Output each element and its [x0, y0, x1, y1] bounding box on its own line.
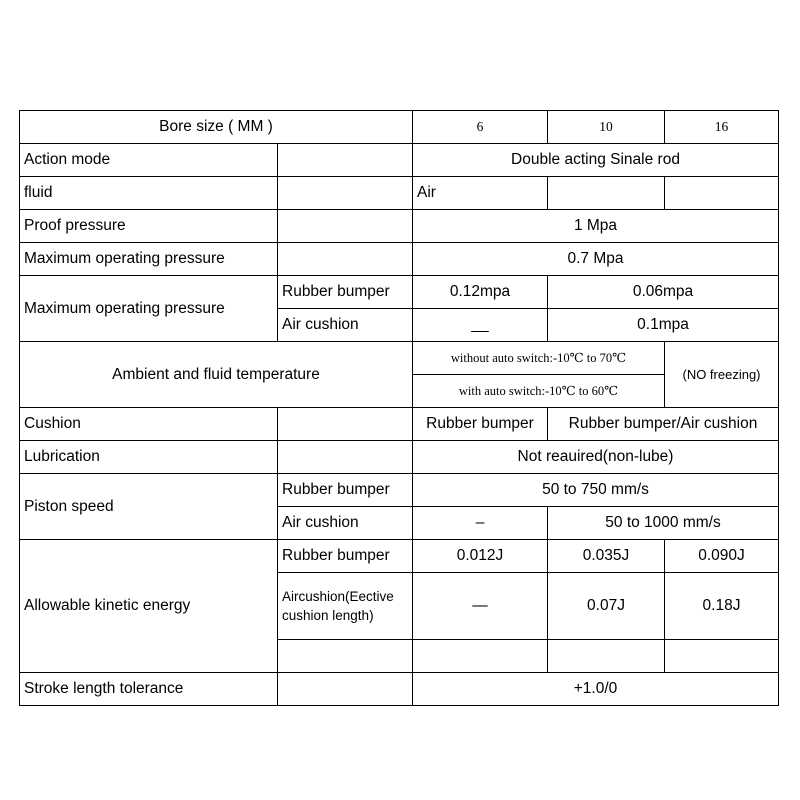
kinetic-rubber-16: 0.090J	[665, 540, 779, 573]
piston-speed-rubber-value: 50 to 750 mm/s	[413, 474, 779, 507]
stroke-tolerance-label: Stroke length tolerance	[20, 673, 278, 706]
empty-cell	[665, 640, 779, 673]
bore-6: 6	[413, 111, 548, 144]
empty-cell	[548, 177, 665, 210]
op-pressure-rubber-10-16: 0.06mpa	[548, 276, 779, 309]
op-pressure-air-label: Air cushion	[278, 309, 413, 342]
proof-pressure-label: Proof pressure	[20, 210, 278, 243]
empty-cell	[278, 408, 413, 441]
kinetic-rubber-row	[20, 540, 779, 573]
op-pressure-rubber-row	[20, 276, 779, 309]
kinetic-air-10: 0.07J	[548, 573, 665, 640]
kinetic-rubber-10: 0.035J	[548, 540, 665, 573]
bore-10: 10	[548, 111, 665, 144]
cushion-row	[20, 408, 779, 441]
lubrication-value: Not reauired(non-lube)	[413, 441, 779, 474]
proof-pressure-row	[20, 210, 779, 243]
kinetic-rubber-6: 0.012J	[413, 540, 548, 573]
kinetic-air-6: —	[413, 573, 548, 640]
spec-table	[19, 110, 779, 706]
empty-cell	[278, 640, 413, 673]
kinetic-air-label: Aircushion(Eective cushion length)	[278, 573, 413, 640]
max-operating-pressure-row	[20, 243, 779, 276]
op-pressure-label: Maximum operating pressure	[20, 276, 278, 342]
temperature-row-1	[20, 342, 779, 375]
temperature-label: Ambient and fluid temperature	[20, 342, 413, 408]
cushion-label: Cushion	[20, 408, 278, 441]
temperature-with-switch: with auto switch:-10℃ to 60℃	[413, 375, 665, 408]
action-mode-label: Action mode	[20, 144, 278, 177]
empty-cell	[278, 441, 413, 474]
op-pressure-air-10-16: 0.1mpa	[548, 309, 779, 342]
cushion-10-16: Rubber bumper/Air cushion	[548, 408, 779, 441]
bore-16: 16	[665, 111, 779, 144]
piston-speed-air-10-16: 50 to 1000 mm/s	[548, 507, 779, 540]
op-pressure-air-6: __	[413, 309, 548, 342]
empty-cell	[278, 144, 413, 177]
fluid-label: fluid	[20, 177, 278, 210]
piston-speed-rubber-row	[20, 474, 779, 507]
empty-cell	[278, 177, 413, 210]
empty-cell	[413, 640, 548, 673]
lubrication-row	[20, 441, 779, 474]
empty-cell	[665, 177, 779, 210]
stroke-tolerance-value: +1.0/0	[413, 673, 779, 706]
cushion-6: Rubber bumper	[413, 408, 548, 441]
empty-cell	[548, 640, 665, 673]
lubrication-label: Lubrication	[20, 441, 278, 474]
bore-size-row	[20, 111, 779, 144]
piston-speed-label: Piston speed	[20, 474, 278, 540]
empty-cell	[278, 673, 413, 706]
temperature-note: (NO freezing)	[665, 342, 779, 408]
op-pressure-rubber-6: 0.12mpa	[413, 276, 548, 309]
fluid-value: Air	[413, 177, 548, 210]
piston-speed-air-6: –	[413, 507, 548, 540]
stroke-tolerance-row	[20, 673, 779, 706]
kinetic-label: Allowable kinetic energy	[20, 540, 278, 673]
proof-pressure-value: 1 Mpa	[413, 210, 779, 243]
empty-cell	[278, 210, 413, 243]
max-operating-pressure-value: 0.7 Mpa	[413, 243, 779, 276]
fluid-row	[20, 177, 779, 210]
action-mode-row	[20, 144, 779, 177]
temperature-without-switch: without auto switch:-10℃ to 70℃	[413, 342, 665, 375]
piston-speed-air-label: Air cushion	[278, 507, 413, 540]
empty-cell	[278, 243, 413, 276]
max-operating-pressure-label: Maximum operating pressure	[20, 243, 278, 276]
kinetic-air-16: 0.18J	[665, 573, 779, 640]
action-mode-value: Double acting Sinale rod	[413, 144, 779, 177]
op-pressure-rubber-label: Rubber bumper	[278, 276, 413, 309]
kinetic-rubber-label: Rubber bumper	[278, 540, 413, 573]
bore-size-label: Bore size ( MM )	[20, 111, 413, 144]
piston-speed-rubber-label: Rubber bumper	[278, 474, 413, 507]
